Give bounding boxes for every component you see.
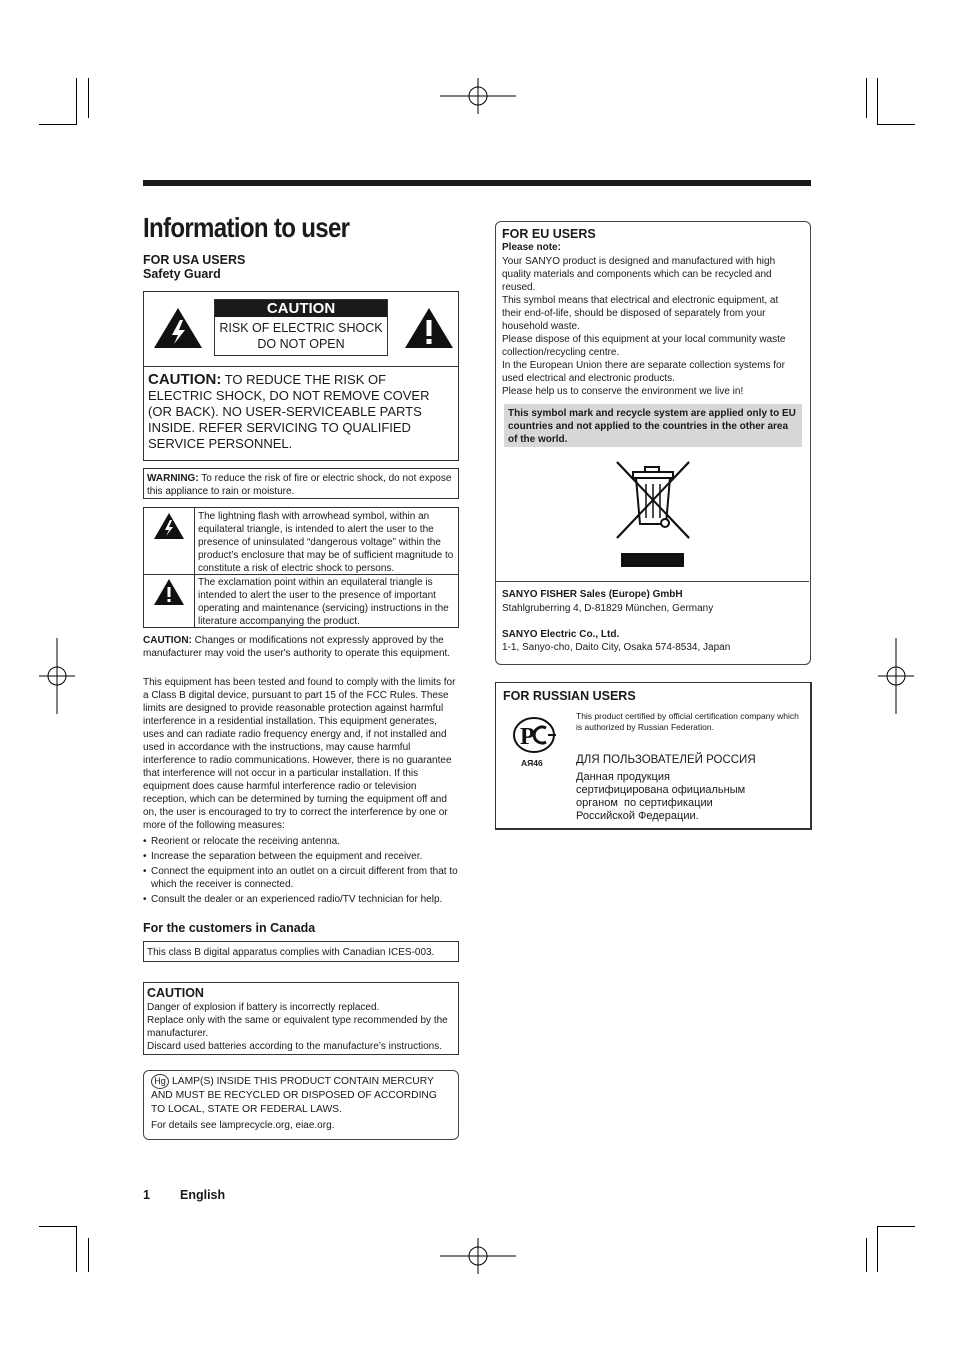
russia-russian-line: Данная продукция <box>576 771 670 783</box>
caution-sign-line1: RISK OF ELECTRIC SHOCK <box>219 321 383 335</box>
battery-caution-line: Discard used batteries according to the manufacture’s instructions. <box>147 1041 442 1052</box>
caution-sign <box>214 299 388 356</box>
lightning-warning-icon <box>152 306 204 350</box>
russian-users-box <box>495 682 812 830</box>
interference-measures <box>143 835 461 906</box>
lightning-description: The lightning flash with arrowhead symbol, within an equilateral triangle, is intended to alert the user to the presence of uninsulated “dangerous voltage” within the product’s enclosure that may be of sufficient magnitude to constitute a risk of electric shock to persons. <box>198 511 454 574</box>
mercury-warning-text: LAMP(S) INSIDE THIS PRODUCT CONTAIN MERCURY AND MUST BE RECYCLED OR DISPOSED OF ACCORDING TO LOCAL, STATE OR FEDERAL LAWS. <box>151 1076 437 1116</box>
exclamation-warning-icon <box>403 306 455 350</box>
russia-russian-text <box>576 771 745 823</box>
russia-russian-heading: ДЛЯ ПОЛЬЗОВАТЕЛЕЙ РОССИЯ <box>576 754 756 766</box>
russia-russian-line: органом по сертификации <box>576 797 713 809</box>
eu-company1-name: SANYO FISHER Sales (Europe) GmbH <box>502 589 683 600</box>
russia-english-text: This product certified by official certification company which is authorized by Russian Federation. <box>576 711 799 732</box>
modification-caution-lead: CAUTION: <box>143 635 192 646</box>
exclamation-symbol-icon <box>153 578 185 606</box>
battery-caution-line: Replace only with the same or equivalent type recommended by the manufacturer. <box>147 1015 448 1039</box>
eu-note-label: Please note: <box>502 242 561 253</box>
header-rule <box>143 180 811 186</box>
mercury-text-block <box>151 1074 451 1117</box>
page-title: Information to user <box>143 212 350 243</box>
exclamation-description: The exclamation point within an equilateral triangle is intended to alert the user to the presence of important operating and maintenance (servicing) instructions in the literature accompanying the product. <box>198 577 449 627</box>
svg-text:P: P <box>520 724 535 750</box>
registration-mark-bottom <box>440 1238 516 1274</box>
eu-paragraph: Please dispose of this equipment at your local community waste collection/recycling centre. <box>502 334 786 358</box>
battery-caution-line: Danger of explosion if battery is incorrectly replaced. <box>147 1002 380 1013</box>
mercury-notice-box <box>143 1070 459 1140</box>
usa-subheading: Safety Guard <box>143 267 221 281</box>
eu-paragraphs <box>502 255 800 398</box>
registration-mark-right <box>878 638 914 714</box>
list-item: • Reorient or relocate the receiving antenna. <box>143 835 461 848</box>
list-item: • Increase the separation between the equipment and receiver. <box>143 850 461 863</box>
eu-paragraph: This symbol means that electrical and electronic equipment, at their end-of-life, should be disposed of separately from your household waste. <box>502 295 779 332</box>
modification-caution <box>143 634 461 660</box>
registration-mark-top <box>440 78 516 114</box>
warning-text: To reduce the risk of fire or electric shock, do not expose this appliance to rain or moisture. <box>147 473 452 497</box>
symbol-table <box>143 507 459 628</box>
canada-compliance-box: This class B digital apparatus complies with Canadian ICES-003. <box>143 941 459 962</box>
eu-paragraph: Your SANYO product is designed and manufactured with high quality materials and components which can be recycled and reused. <box>502 256 776 293</box>
fcc-statement: This equipment has been tested and found to comply with the limits for a Class B digital device, pursuant to part 15 of the FCC Rules. These limits are designed to provide reasonable protection against harmful interference in a residential installation. This equipment generates, uses and can radiate radio frequency energy and, if not installed and used in accordance with the instructions, may cause harmful interference to radio communications. However, there is no guarantee that interference will not occur in a particular installation. If this equipment does cause harmful interference radio or television reception, which can be determined by turning the equipment off and on, the user is encouraged to try to correct the interference by one or more of the following measures: <box>143 677 456 831</box>
warning-lead: WARNING: <box>147 473 199 484</box>
usa-heading: FOR USA USERS <box>143 253 246 267</box>
weee-crossed-bin-icon <box>611 456 695 571</box>
list-item: • Connect the equipment into an outlet on a circuit different from that to which the receiver is connected. <box>143 865 461 891</box>
eu-users-box <box>495 221 811 665</box>
list-item: • Consult the dealer or an experienced radio/TV technician for help. <box>143 893 461 906</box>
russia-heading: FOR RUSSIAN USERS <box>503 689 636 703</box>
mercury-details: For details see lamprecycle.org, eiae.org. <box>151 1120 335 1131</box>
caution-text: TO REDUCE THE RISK OF ELECTRIC SHOCK, DO NOT REMOVE COVER (OR BACK). NO USER-SERVICEABLE PARTS INSIDE. REFER SERVICING TO QUALIFIED SERVICE PERSONNEL. <box>148 372 430 451</box>
lightning-symbol-icon <box>153 512 185 540</box>
battery-caution-heading: CAUTION <box>147 986 204 1000</box>
pct-certification-icon <box>512 716 558 754</box>
registration-mark-left <box>39 638 75 714</box>
page-language: English <box>180 1188 226 1202</box>
caution-lead: CAUTION: <box>148 371 222 388</box>
warning-box <box>143 468 459 499</box>
russia-cert-code: AЯ46 <box>521 758 543 768</box>
caution-statement <box>148 372 448 452</box>
battery-caution-box <box>143 982 459 1055</box>
russia-russian-line: сертифицирована официальным <box>576 784 746 796</box>
eu-paragraph: Please help us to conserve the environment we live in! <box>502 386 744 397</box>
eu-highlight-note: This symbol mark and recycle system are applied only to EU countries and not applied to the countries in the other area of the world. <box>504 404 802 447</box>
caution-sign-label: CAUTION <box>215 300 387 317</box>
eu-company2-address: 1-1, Sanyo-cho, Daito City, Osaka 574-8534, Japan <box>502 642 731 653</box>
caution-sign-line2: DO NOT OPEN <box>257 337 345 351</box>
eu-company1-address: Stahlgruberring 4, D-81829 München, Germany <box>502 603 714 614</box>
page-number: 1 <box>143 1188 150 1202</box>
safety-guard-box <box>143 291 459 461</box>
canada-heading: For the customers in Canada <box>143 921 316 935</box>
eu-paragraph: In the European Union there are separate collection systems for used electrical and electronic products. <box>502 360 785 384</box>
mercury-hg-icon: Hg <box>151 1074 169 1089</box>
eu-company2-name: SANYO Electric Co., Ltd. <box>502 629 620 640</box>
modification-caution-text: Changes or modifications not expressly approved by the manufacturer may void the user's authority to operate this equipment. <box>143 635 451 659</box>
eu-heading: FOR EU USERS <box>502 227 596 241</box>
russia-russian-line: Российской Федерации. <box>576 810 699 822</box>
